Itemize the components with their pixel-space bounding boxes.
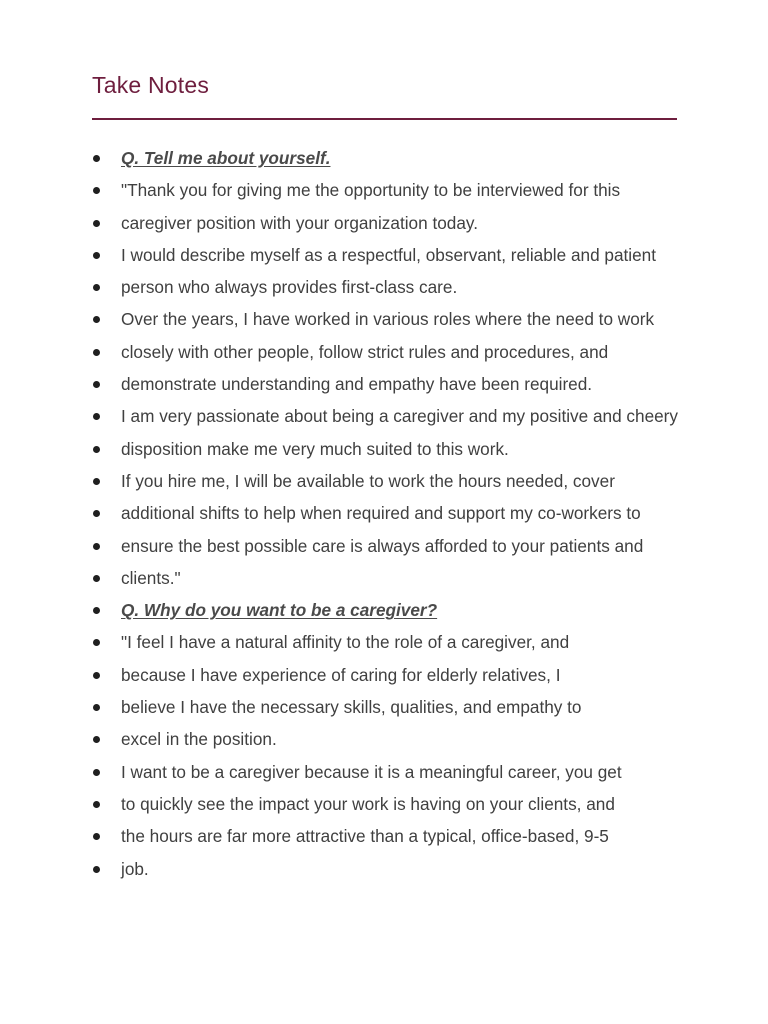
bullet-icon xyxy=(93,736,100,743)
list-item xyxy=(92,243,692,267)
bullet-icon xyxy=(93,220,100,227)
list-item xyxy=(92,340,692,364)
note-text: person who always provides first-class care. xyxy=(121,277,458,298)
note-text: ensure the best possible care is always afforded to your patients and xyxy=(121,535,644,556)
bullet-icon xyxy=(93,187,100,194)
list-item xyxy=(92,146,692,170)
bullet-icon xyxy=(93,575,100,582)
list-item xyxy=(92,760,692,784)
note-text: If you hire me, I will be available to work the hours needed, cover xyxy=(121,470,615,491)
note-text: "Thank you for giving me the opportunity to be interviewed for this xyxy=(121,180,621,201)
note-text: to quickly see the impact your work is having on your clients, and xyxy=(121,793,615,814)
bullet-icon xyxy=(93,446,100,453)
note-text: closely with other people, follow strict rules and procedures, and xyxy=(121,341,609,362)
note-text: job. xyxy=(121,858,149,879)
list-item xyxy=(92,695,692,719)
list-item xyxy=(92,824,692,848)
list-item xyxy=(92,598,692,622)
note-text: the hours are far more attractive than a typical, office-based, 9-5 xyxy=(121,826,609,847)
bullet-icon xyxy=(93,833,100,840)
bullet-icon xyxy=(93,866,100,873)
page-title: Take Notes xyxy=(92,72,210,98)
question-text: Q. Tell me about yourself. xyxy=(121,148,331,168)
list-item xyxy=(92,437,692,461)
note-text: I want to be a caregiver because it is a meaningful career, you get xyxy=(121,761,622,782)
list-item xyxy=(92,501,692,525)
bullet-icon xyxy=(93,639,100,646)
list-item xyxy=(92,663,692,687)
note-text: additional shifts to help when required and support my co-workers to xyxy=(121,503,641,524)
list-item xyxy=(92,566,692,590)
bullet-icon xyxy=(93,252,100,259)
note-text: Over the years, I have worked in various roles where the need to work xyxy=(121,309,655,330)
note-text: believe I have the necessary skills, qualities, and empathy to xyxy=(121,697,582,718)
list-item xyxy=(92,211,692,235)
bullet-icon xyxy=(93,413,100,420)
note-text: "I feel I have a natural affinity to the role of a caregiver, and xyxy=(121,632,570,653)
list-item xyxy=(92,534,692,558)
note-text: disposition make me very much suited to this work. xyxy=(121,438,509,459)
list-item xyxy=(92,857,692,881)
note-text: I would describe myself as a respectful, observant, reliable and patient xyxy=(121,244,657,265)
title-divider xyxy=(92,118,677,120)
note-text: clients." xyxy=(121,567,181,588)
bullet-icon xyxy=(93,316,100,323)
note-text: demonstrate understanding and empathy have been required. xyxy=(121,374,593,395)
bullet-icon xyxy=(93,672,100,679)
note-text: because I have experience of caring for elderly relatives, I xyxy=(121,664,561,685)
bullet-icon xyxy=(93,704,100,711)
list-item xyxy=(92,275,692,299)
bullet-icon xyxy=(93,769,100,776)
note-text: excel in the position. xyxy=(121,729,277,750)
list-item xyxy=(92,307,692,331)
bullet-icon xyxy=(93,284,100,291)
note-text: I am very passionate about being a caregiver and my positive and cheery xyxy=(121,406,678,427)
list-item xyxy=(92,469,692,493)
list-item xyxy=(92,404,692,428)
bullet-icon xyxy=(93,155,100,162)
bullet-icon xyxy=(93,801,100,808)
bullet-icon xyxy=(93,543,100,550)
question-text: Q. Why do you want to be a caregiver? xyxy=(121,600,438,621)
bullet-icon xyxy=(93,607,100,614)
list-item xyxy=(92,630,692,654)
bullet-icon xyxy=(93,349,100,356)
list-item xyxy=(92,372,692,396)
note-text: caregiver position with your organization today. xyxy=(121,212,478,233)
list-item xyxy=(92,792,692,816)
list-item xyxy=(92,178,692,202)
list-item xyxy=(92,727,692,751)
bullet-icon xyxy=(93,510,100,517)
notes-list xyxy=(92,146,692,889)
bullet-icon xyxy=(93,381,100,388)
bullet-icon xyxy=(93,478,100,485)
